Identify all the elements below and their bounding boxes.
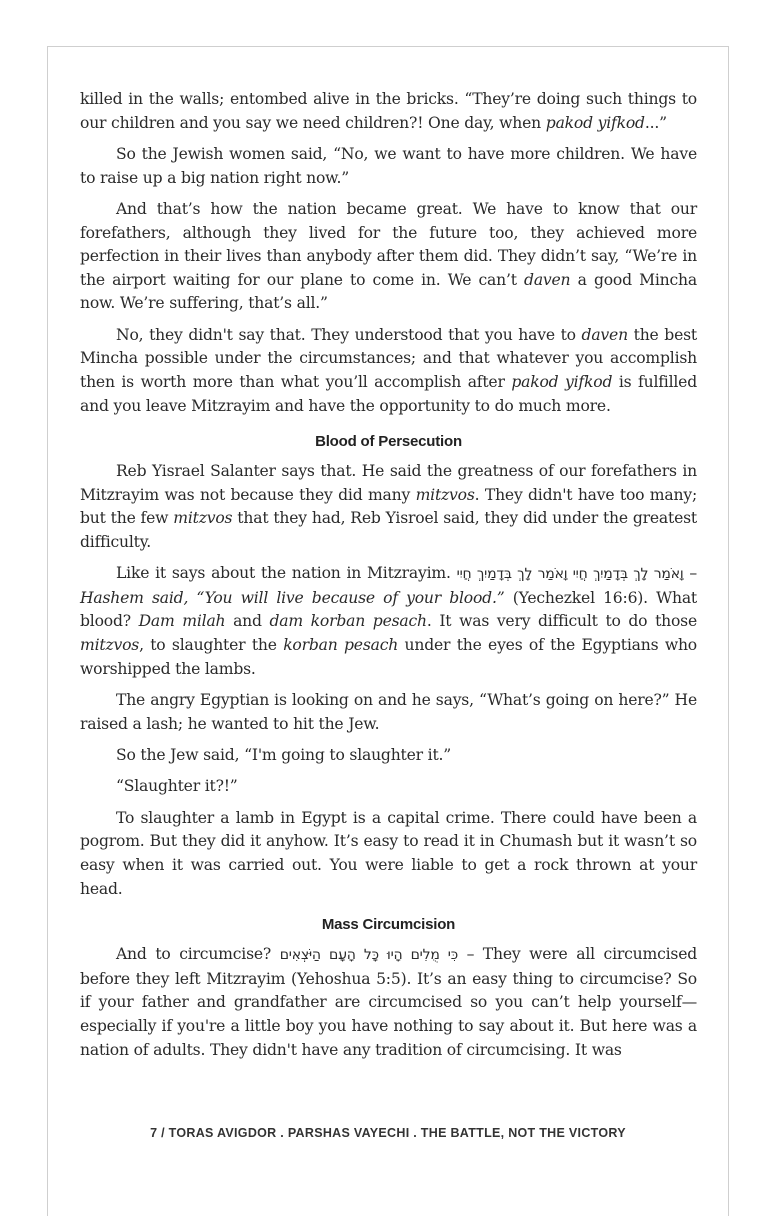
section-heading: Blood of Persecution	[315, 433, 462, 451]
paragraph	[80, 775, 697, 799]
paragraph	[80, 807, 697, 901]
italic-text: daven	[581, 325, 628, 344]
paragraph	[80, 689, 697, 736]
italic-text: Dam milah	[138, 612, 226, 631]
italic-text: mitzvos	[80, 636, 140, 655]
paragraph	[80, 744, 697, 768]
paragraph	[80, 324, 697, 418]
italic-text: pakod yifkod	[511, 372, 613, 391]
text-run: ...”	[644, 113, 667, 132]
text-run: So the Jewish women said, “No, we want to have more children. We have to raise up a big nation right now.”	[80, 144, 697, 187]
text-run: (Yechezkel 16:6). What blood?	[80, 588, 697, 631]
italic-text: dam korban pesach	[269, 612, 427, 631]
italic-text: daven	[524, 270, 571, 289]
italic-text: mitzvos	[173, 509, 233, 528]
italic-text: pakod yifkod	[545, 113, 645, 132]
italic-text: Hashem said, “You will live because of your blood.”	[80, 588, 505, 607]
text-run: Like it says about the nation in Mitzrayim.	[116, 564, 457, 583]
paragraph	[80, 143, 697, 190]
document-body	[80, 88, 697, 1070]
text-run: a good Mincha now. We’re suffering, that’s all.”	[80, 270, 697, 313]
hebrew-quote: כִּי מֻלִים הָיוּ כָּל הָעָם הַיֹּצְאִים	[279, 947, 458, 964]
text-run: is fulfilled and you leave Mitzrayim and have the opportunity to do much more.	[80, 372, 697, 415]
paragraph	[80, 198, 697, 316]
text-run: – They were all circumcised before they left Mitzrayim (Yehoshua 5:5). It’s an easy thing to circumcise? So if your father and grandfather are circumcised so you can’t help yourself—especially if you're a little boy you have nothing to say about it. But here was a nation of adults. They didn't have any tradition of circumcising. It was	[80, 945, 698, 1059]
italic-text: korban pesach	[283, 636, 399, 655]
text-run: “Slaughter it?!”	[116, 777, 238, 796]
text-run: And to circumcise?	[116, 945, 280, 964]
page-footer: 7 / TORAS AVIGDOR . PARSHAS VAYECHI . THE BATTLE, NOT THE VICTORY	[150, 1126, 626, 1140]
text-run: . It was very difficult to do those	[426, 612, 697, 631]
italic-text: mitzvos	[415, 485, 475, 504]
text-run: under the eyes of the Egyptians who worshipped the lambs.	[80, 636, 697, 678]
paragraph	[80, 562, 697, 681]
text-run: And that’s how the nation became great. We have to know that our forefathers, although they lived for the future too, they achieved more perfection in their lives than anybody after them did. They didn’t say, “We’re in the airport waiting for our plane to come in. We can’t	[80, 199, 697, 289]
text-run: Reb Yisrael Salanter says that. He said the greatness of our forefathers in Mitzrayim was not because they did many	[80, 462, 697, 504]
text-run: and	[225, 612, 270, 631]
text-run: , to slaughter the	[139, 636, 284, 655]
paragraph	[80, 88, 697, 135]
paragraph	[80, 460, 697, 554]
text-run: So the Jew said, “I'm going to slaughter it.”	[116, 746, 452, 765]
text-run: killed in the walls; entombed alive in the bricks. “They’re doing such things to our children and you say we need children?! One day, when	[80, 90, 697, 132]
text-run: . They didn't have too many; but the few	[80, 485, 697, 528]
text-run: that they had, Reb Yisroel said, they did under the greatest difficulty.	[80, 509, 697, 551]
hebrew-quote: וָאֹמַר לָךְ בְּדָמַיִךְ חֲיִי וָאֹמַר לָךְ בְּדָמַיִךְ חֲיִי	[456, 566, 684, 583]
text-run: The angry Egyptian is looking on and he says, “What’s going on here?” He raised a lash; he wanted to hit the Jew.	[80, 691, 697, 733]
section-heading: Mass Circumcision	[321, 916, 456, 934]
text-run: –	[683, 564, 697, 583]
paragraph	[80, 943, 697, 1062]
text-run: the best Mincha possible under the circumstances; and that whatever you accomplish then is worth more than what you’ll accomplish after	[80, 325, 697, 391]
text-run: To slaughter a lamb in Egypt is a capital crime. There could have been a pogrom. But they did it anyhow. It’s easy to read it in Chumash but it wasn’t so easy when it was carried out. You were liable to get a rock thrown at your head.	[80, 808, 697, 898]
text-run: No, they didn't say that. They understood that you have to	[116, 325, 582, 344]
